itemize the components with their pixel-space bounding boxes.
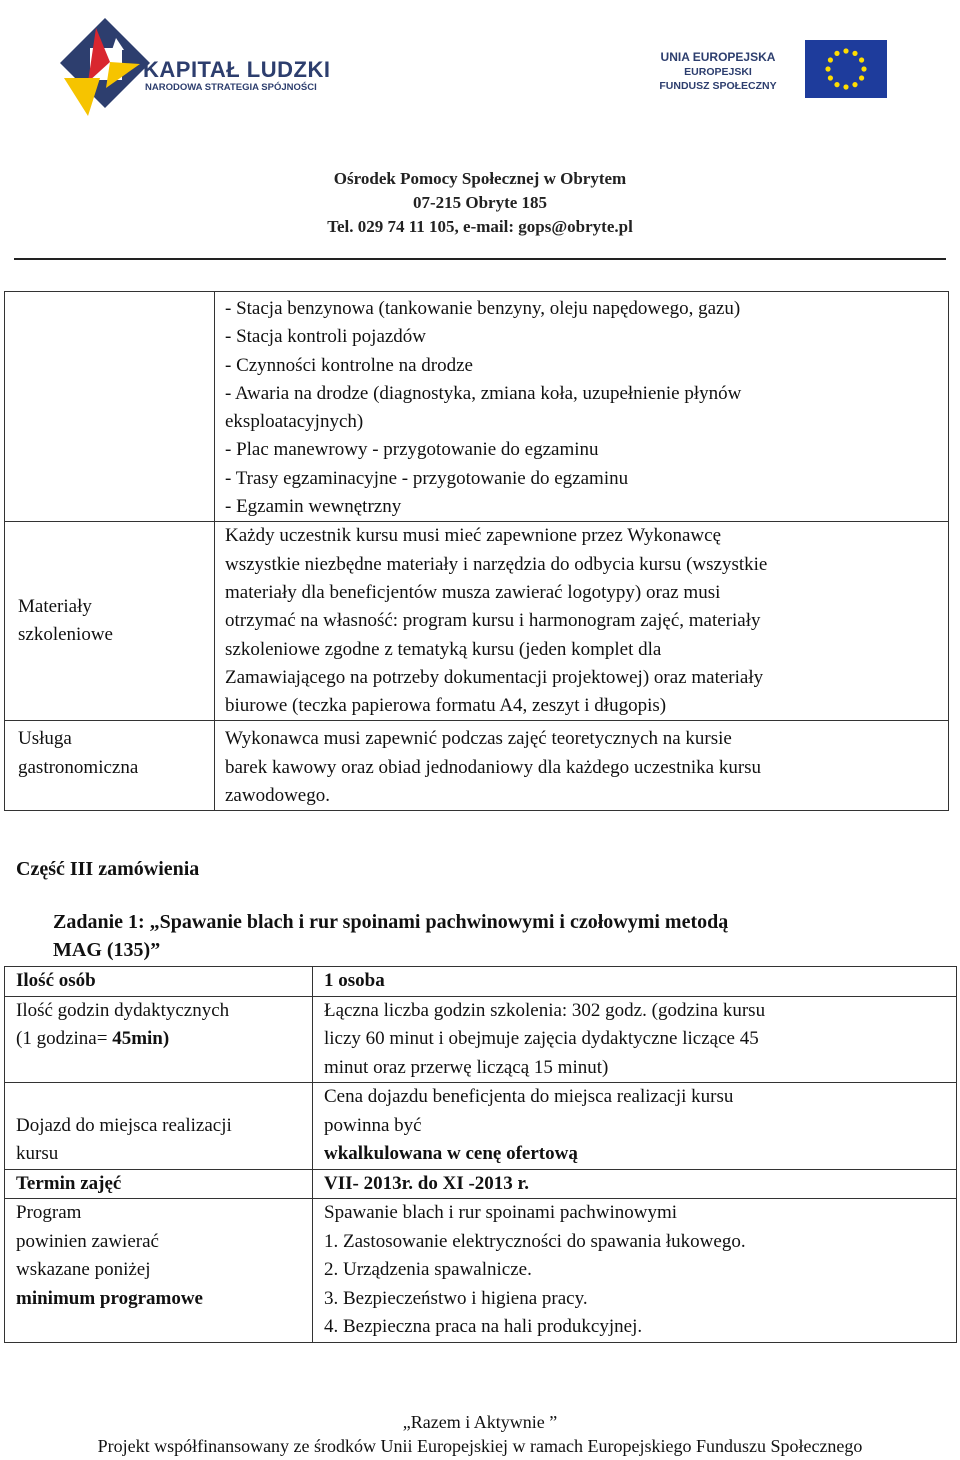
footer-slogan: „Razem i Aktywnie ” — [402, 1412, 558, 1432]
list-item: 4. Bezpieczna praca na hali produkcyjnej. — [324, 1316, 643, 1337]
label-commute — [5, 1083, 313, 1170]
label-line: Dojazd do miejsca realizacji — [16, 1114, 232, 1136]
text-line: biurowe (teczka papierowa formatu A4, zeszyt i długopis) — [225, 695, 667, 717]
label-schedule: Termin zajęć — [5, 1169, 313, 1199]
label-participants: Ilość osób — [5, 967, 313, 997]
text-line: wszystkie niezbędne materiały i narzędzia do odbycia kursu (wszystkie — [225, 553, 768, 575]
list-item: - Stacja kontroli pojazdów — [225, 326, 427, 348]
row-label-materials — [5, 522, 215, 721]
org-address: 07-215 Obryte 185 — [412, 193, 548, 212]
org-contact: Tel. 029 74 11 105, e-mail: gops@obryte.pl — [327, 217, 633, 236]
value-program — [313, 1199, 957, 1343]
text-line: szkoleniowe zgodne z tematyką kursu (jeden komplet dla — [225, 638, 662, 660]
list-item: - Plac manewrowy - przygotowanie do egzaminu — [225, 439, 599, 461]
list-item: 1. Zastosowanie elektryczności do spawania łukowego. — [324, 1230, 746, 1252]
row-content — [215, 292, 949, 522]
value-schedule: VII- 2013r. do XI -2013 r. — [313, 1169, 957, 1199]
course-details-table — [4, 291, 949, 811]
text-line: powinna być — [324, 1114, 422, 1136]
text-line: Wykonawca musi zapewnić podczas zajęć teoretycznych na kursie — [225, 728, 732, 750]
row-label-catering — [5, 721, 215, 811]
header-divider — [14, 258, 946, 260]
list-item: eksploatacyjnych) — [225, 411, 364, 433]
list-item: - Stacja benzynowa (tankowanie benzyny, oleju napędowego, gazu) — [225, 298, 741, 319]
row-content — [215, 721, 949, 811]
list-item: Spawanie blach i rur spoinami pachwinowymi — [324, 1202, 678, 1223]
text-line: barek kawowy oraz obiad jednodaniowy dla każdego uczestnika kursu — [225, 756, 762, 778]
kapital-ludzki-emblem-icon — [60, 18, 150, 118]
text-line: minut oraz przerwę liczącą 15 minut) — [324, 1056, 609, 1078]
text-line: liczy 60 minut i obejmuje zajęcia dydaktyczne liczące 45 — [324, 1028, 759, 1049]
row-label — [5, 292, 215, 522]
label-line: Ilość godzin dydaktycznych — [16, 999, 230, 1021]
label-line: kursu — [16, 1143, 59, 1164]
kapital-ludzki-subtitle: NARODOWA STRATEGIA SPÓJNOŚCI — [145, 82, 317, 93]
text-line: otrzymać na własność: program kursu i harmonogram zajęć, materiały — [225, 610, 761, 632]
eu-flag-icon — [805, 40, 887, 98]
label-hours — [5, 996, 313, 1083]
footer-project: Projekt współfinansowany ze środków Unii Europejskiej w ramach Europejskiego Funduszu Społecznego — [97, 1436, 863, 1456]
value-commute — [313, 1083, 957, 1170]
text-line: zawodowego. — [225, 785, 330, 807]
org-name: Ośrodek Pomocy Społecznej w Obrytem — [333, 169, 627, 188]
text-line: Każdy uczestnik kursu musi mieć zapewnione przez Wykonawcę — [225, 525, 722, 547]
list-item: 2. Urządzenia spawalnicze. — [324, 1259, 532, 1280]
task-title-line-1: Zadanie 1: „Spawanie blach i rur spoinami pachwinowymi i czołowymi metodą — [53, 911, 729, 933]
label-line — [16, 1025, 308, 1054]
label-line: wskazane poniżej — [16, 1259, 151, 1280]
kapital-ludzki-title: KAPITAŁ LUDZKI — [143, 57, 331, 82]
list-item: - Egzamin wewnętrzny — [225, 496, 402, 518]
list-item: - Trasy egzaminacyjne - przygotowanie do egzaminu — [225, 467, 629, 489]
label-line-bold: minimum programowe — [16, 1287, 203, 1309]
list-item: 3. Bezpieczeństwo i higiena pracy. — [324, 1287, 588, 1309]
label-line: powinien zawierać — [16, 1230, 159, 1252]
table-row — [5, 721, 949, 811]
table-row — [5, 522, 949, 721]
table-row — [5, 967, 957, 997]
section-heading: Część III zamówienia — [16, 858, 200, 880]
label-line: Usługa — [18, 728, 72, 750]
table-row — [5, 1199, 957, 1343]
text-line: Łączna liczba godzin szkolenia: 302 godz. (godzina kursu — [324, 999, 766, 1021]
value-participants: 1 osoba — [313, 967, 957, 997]
label-line: Materiały — [18, 596, 92, 618]
label-line: szkoleniowe — [18, 624, 113, 646]
task-details-table — [4, 966, 957, 1343]
label-part-bold: 45min) — [112, 1028, 170, 1049]
text-line: Zamawiającego na potrzeby dokumentacji projektowej) oraz materiały — [225, 666, 764, 688]
text-line: Cena dojazdu beneficjenta do miejsca realizacji kursu — [324, 1086, 734, 1107]
table-row — [5, 1083, 957, 1170]
row-content — [215, 522, 949, 721]
label-line: gastronomiczna — [18, 756, 139, 778]
eu-line-1: UNIA EUROPEJSKA — [660, 50, 776, 64]
list-item: - Czynności kontrolne na drodze — [225, 354, 473, 376]
value-hours — [313, 996, 957, 1083]
eu-line-2: EUROPEJSKI — [684, 66, 752, 78]
label-program — [5, 1199, 313, 1343]
table-row — [5, 292, 949, 522]
table-row — [5, 996, 957, 1083]
label-line: Program — [16, 1202, 82, 1223]
text-line: materiały dla beneficjentów musza zawierać logotypy) oraz musi — [225, 581, 721, 603]
text-line-bold: wkalkulowana w cenę ofertową — [324, 1143, 578, 1164]
label-part: (1 godzina= — [16, 1028, 113, 1049]
eu-line-3: FUNDUSZ SPOŁECZNY — [659, 80, 777, 92]
list-item: - Awaria na drodze (diagnostyka, zmiana koła, uzupełnienie płynów — [225, 382, 742, 404]
task-title-line-2: MAG (135)” — [53, 939, 161, 961]
table-row — [5, 1169, 957, 1199]
